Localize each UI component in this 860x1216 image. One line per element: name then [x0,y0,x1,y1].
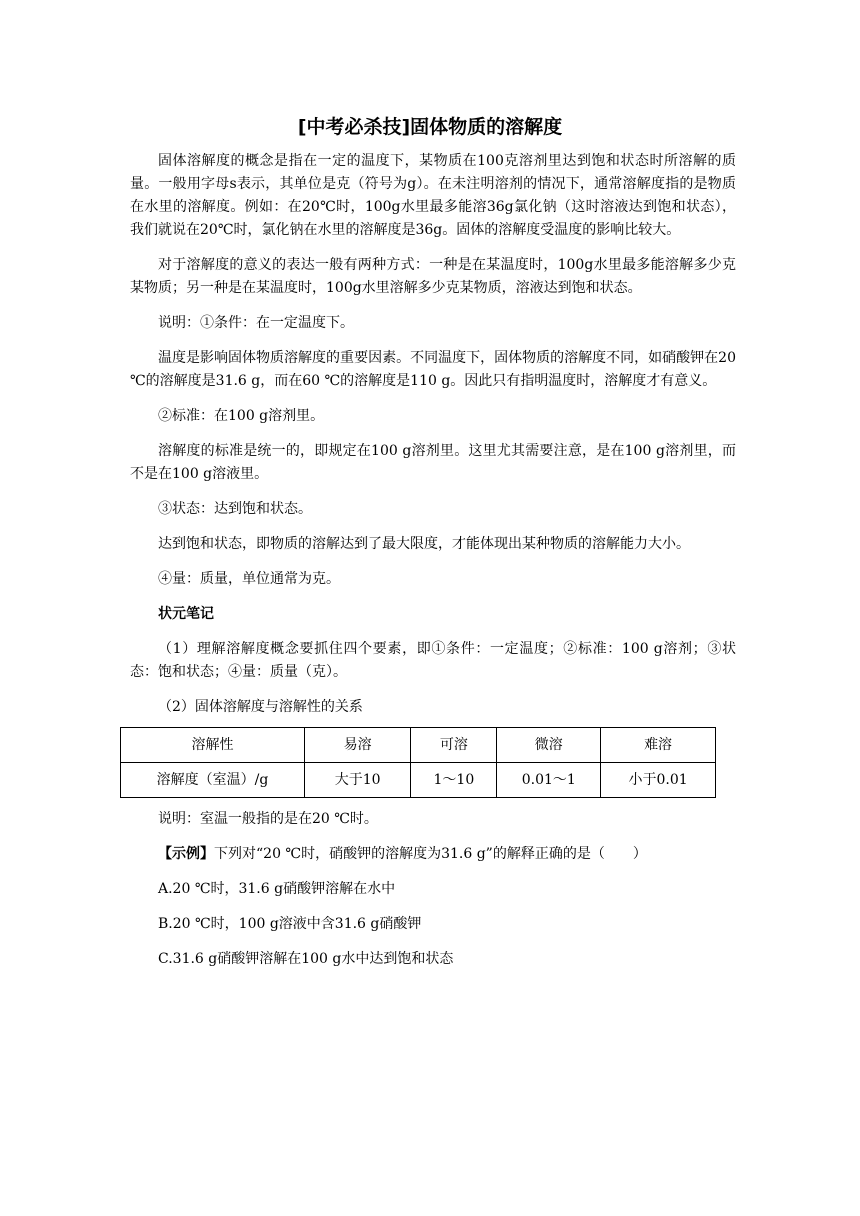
paragraph-meaning: 对于溶解度的意义的表达一般有两种方式：一种是在某温度时，100g水里最多能溶解多少克某物质；另一种是在某温度时，100g水里溶解多少克某物质，溶液达到饱和状态。 [130,257,736,296]
paragraph-state: ③状态：达到饱和状态。 [158,501,312,517]
option-c: C.31.6 g硝酸钾溶解在100 g水中达到饱和状态 [158,951,454,967]
table-cell: 微溶 [497,728,601,763]
paragraph-condition: 说明：①条件：在一定温度下。 [158,315,354,331]
table-row [121,763,716,798]
paragraph-standard-detail: 溶解度的标准是统一的，即规定在100 g溶剂里。这里尤其需要注意，是在100 g溶剂里，而不是在100 g溶液里。 [130,443,736,482]
solubility-table [120,727,716,798]
table-cell: 溶解性 [121,728,305,763]
paragraph-state-detail: 达到饱和状态，即物质的溶解达到了最大限度，才能体现出某种物质的溶解能力大小。 [158,536,690,552]
option-a: A.20 ℃时，31.6 g硝酸钾溶解在水中 [158,881,396,897]
paragraph-amount: ④量：质量，单位通常为克。 [158,571,340,587]
table-cell: 可溶 [411,728,497,763]
document-title: [中考必杀技]固体物质的溶解度 [297,116,563,138]
table-cell: 易溶 [304,728,410,763]
table-row [121,728,716,763]
paragraph-definition: 固体溶解度的概念是指在一定的温度下，某物质在100克溶剂里达到饱和状态时所溶解的质量。一般用字母s表示，其单位是克（符号为g）。在未注明溶剂的情况下，通常溶解度指的是物质在水里的溶解度。例如：在20℃时，100g水里最多能溶36g氯化钠（这时溶液达到饱和状态），我们就说在20℃时，氯化钠在水里的溶解度是36g。固体的溶解度受温度的影响比较大。 [130,153,736,238]
option-b: B.20 ℃时，100 g溶液中含31.6 g硝酸钾 [158,916,422,932]
example-question-text: 下列对“20 ℃时，硝酸钾的溶解度为31.6 g”的解释正确的是（ ） [214,846,647,862]
table-cell: 1～10 [411,763,497,798]
paragraph-standard: ②标准：在100 g溶剂里。 [158,408,325,424]
table-cell: 大于10 [304,763,410,798]
note-four-elements: （1）理解溶解度概念要抓住四个要素，即①条件：一定温度；②标准：100 g溶剂；③状态：饱和状态；④量：质量（克）。 [130,641,736,680]
example-question [130,843,736,866]
table-cell: 难溶 [601,728,716,763]
notes-heading: 状元笔记 [158,606,214,622]
example-tag: 【示例】 [158,846,214,862]
document-body [130,150,736,983]
table-cell: 溶解度（室温）/g [121,763,305,798]
table-note: 说明：室温一般指的是在20 ℃时。 [158,811,378,827]
note-relation: （2）固体溶解度与溶解性的关系 [158,699,363,715]
table-cell: 0.01～1 [497,763,601,798]
table-cell: 小于0.01 [601,763,716,798]
paragraph-temperature: 温度是影响固体物质溶解度的重要因素。不同温度下，固体物质的溶解度不同，如硝酸钾在20 ℃的溶解度是31.6 g，而在60 ℃的溶解度是110 g。因此只有指明温度时，溶解度才有意义。 [130,350,736,389]
